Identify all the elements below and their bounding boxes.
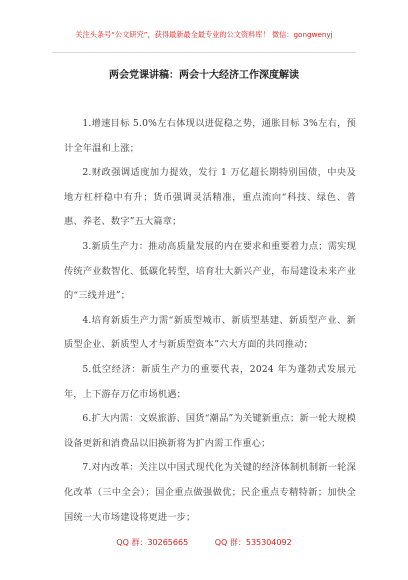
footer-qq-group-1: QQ 群：30265665	[116, 538, 189, 547]
paragraph-3: 3.新质生产力：推动高质量发展的内在要求和重要着力点；需实现传统产业数智化、低碳化转型，培育壮大新兴产业，布局建设未来产业的“三线并进”；	[64, 240, 356, 302]
paragraph-4: 4.培育新质生产力需“新质型城市、新质型基建、新质型产业、新质型企业、新质型人才与新质型资本”六大方面的共同推动；	[64, 314, 356, 351]
document-title: 两会党课讲稿：两会十大经济工作深度解读	[109, 70, 299, 81]
paragraph-2: 2.财政强调适度加力提效，发行 1 万亿超长期特别国债，中央及地方杠杆稳中有升；货币强调灵活精准，重点流向“科技、绿色、普惠、养老、数字”五大篇章；	[64, 167, 356, 228]
paragraph-5: 5.低空经济：新质生产力的重要代表，2024 年为蓬勃式发展元年，上下游存万亿市场机遇；	[64, 363, 356, 400]
paragraph-6: 6.扩大内需：文娱旅游、国货“潮品”为关键新重点；新一轮大规模设备更新和消费品以旧换新将为扩内需工作重心；	[64, 413, 356, 449]
paragraph-1: 1.增速目标 5.0%左右体现以进促稳之势，通胀目标 3%左右，预计全年温和上涨；	[64, 118, 356, 154]
header-banner: 关注头条号“公文研究”，获得最新最全最专业的公文资料库！ 微信：gongwenyj	[75, 30, 333, 39]
document-body	[64, 112, 356, 530]
header-divider	[52, 52, 356, 53]
footer-qq-group-2: QQ 群：535304092	[214, 538, 292, 547]
paragraph-7: 7.对内改革：关注以中国式现代化为关键的经济体制机制新一轮深化改革（三中全会）；国企重点做强做优；民企重点专精特新；加快全国统一大市场建设将更进一步；	[64, 462, 356, 523]
footer-contacts	[0, 537, 408, 548]
